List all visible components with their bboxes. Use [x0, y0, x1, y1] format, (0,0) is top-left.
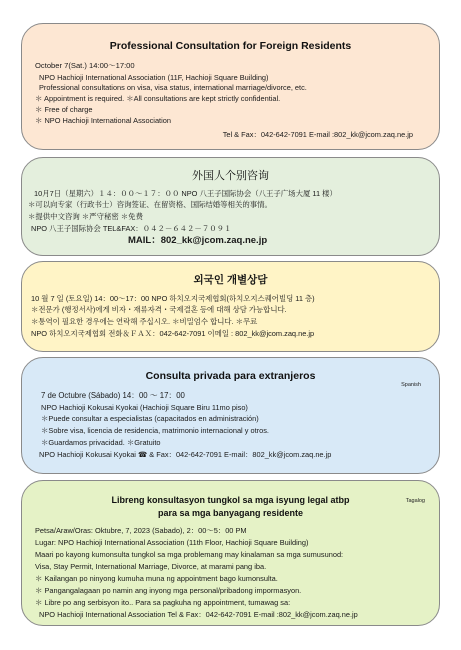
spanish-topics-line: ＊Sobre visa, licencia de residencia, matrimonio internacional y otros.	[41, 426, 269, 435]
spanish-contact-line: NPO Hachioji Kokusai Kyokai ☎ & Fax：042-642-7091 E-mail：802_kk@jcom.zaq.ne.jp	[39, 450, 332, 459]
english-venue-line: NPO Hachioji International Association (11F, Hachioji Square Building)	[39, 73, 269, 82]
chinese-mail-line: MAIL：802_kk@jcom.zaq.ne.jp	[128, 235, 268, 246]
spanish-title: Consulta privada para extranjeros	[145, 370, 316, 382]
english-free-line: ＊ Free of charge	[35, 105, 93, 114]
chinese-topics-line: ＊可以向专家（行政书士）咨询签证、在留资格、国际结婚等相关的事情。	[28, 200, 272, 209]
chinese-date-line: 10月7日（星期六）１４：００～１７：００ NPO 八王子国际协会（八王子广场大厦 11 楼）	[34, 189, 337, 198]
spanish-venue-line: NPO Hachioji Kokusai Kyokai (Hachioji Square Biru 11mo piso)	[41, 403, 248, 412]
korean-title: 외국인 개별상담	[193, 274, 268, 286]
korean-notice-card	[21, 261, 440, 352]
chinese-notes-line: ＊提供中文咨询 ＊严守秘密 ＊免费	[28, 212, 143, 221]
tagalog-contact-line: NPO Hachioji International Association Tel & Fax：042-642-7091 E-mail :802_kk@jcom.zaq.ne.jp	[39, 610, 358, 619]
korean-notes-line: ＊통역이 필요한 경우에는 연락해 주십시오. ＊비밀엄수 합니다. ＊무료	[31, 317, 258, 326]
spanish-specialists-line: ＊Puede consultar a especialistas (capacitados en administración)	[41, 414, 259, 423]
english-notice-card	[21, 23, 440, 150]
english-title: Professional Consultation for Foreign Residents	[109, 40, 352, 52]
spanish-language-tag: Spanish	[401, 382, 421, 388]
korean-date-line: 10 월 7 일 (토요일) 14：00～17：00 NPO 하치오지국제협회(하치오지스퀘어빌딩 11 층)	[31, 294, 315, 303]
spanish-date-line: 7 de Octubre (Sábado) 14：00 ～ 17：00	[41, 391, 185, 400]
korean-contact-line: NPO 하치오지국제협회 전화＆ＦＡＸ：042-642-7091 이메일 : 802_kk@jcom.zaq.ne.jp	[31, 329, 315, 338]
english-topics-line: Professional consultations on visa, visa status, international marriage/divorce, etc.	[39, 83, 307, 92]
korean-topics-line: ＊전문가 (행정서사)에게 비자・재류자격・국제결혼 등에 대해 상담 가능합니다.	[31, 305, 287, 314]
spanish-notice-card	[21, 357, 440, 474]
tagalog-intro-line: Maari po kayong kumonsulta tungkol sa mga problemang may kinalaman sa mga sumusunod:	[35, 550, 344, 559]
tagalog-notice-card	[21, 480, 440, 626]
english-contact-line: Tel & Fax：042-642-7091 E-mail :802_kk@jcom.zaq.ne.jp	[222, 130, 413, 139]
tagalog-venue-line: Lugar: NPO Hachioji International Association (11th Floor, Hachioji Square Building)	[35, 538, 309, 547]
tagalog-privacy-line: ＊ Pangangalagaan po namin ang inyong mga personal/pribadong impormasyon.	[35, 586, 302, 595]
tagalog-language-tag: Tagalog	[405, 498, 425, 504]
chinese-notice-card	[21, 157, 440, 256]
chinese-title: 外国人个别咨询	[192, 170, 269, 182]
spanish-privacy-line: ＊Guardamos privacidad. ＊Gratuito	[41, 438, 161, 447]
tagalog-topics-line: Visa, Stay Permit, International Marriage, Divorce, at marami pang iba.	[35, 562, 267, 571]
english-appointment-line: ＊ Appointment is required. ＊All consultations are kept strictly confidential.	[35, 94, 281, 103]
tagalog-title-line-1: Libreng konsultasyon tungkol sa mga isyung legal atbp	[111, 495, 350, 505]
tagalog-appointment-line: ＊ Kailangan po ninyong kumuha muna ng appointment bago kumonsulta.	[35, 574, 278, 583]
chinese-contact-line: NPO 八王子国际协会 TEL&FAX：０４２－６４２－７０９１	[31, 224, 232, 233]
tagalog-date-line: Petsa/Araw/Oras: Oktubre, 7, 2023 (Sabado), 2：00～5：00 PM	[35, 526, 247, 535]
tagalog-title-line-2: para sa mga banyagang residente	[157, 508, 304, 518]
english-org-line: ＊ NPO Hachioji International Association	[35, 116, 171, 125]
tagalog-free-line: ＊ Libre po ang serbisyon ito.. Para sa pagkuha ng appointment, tumawag sa:	[35, 598, 291, 607]
english-date-line: October 7(Sat.) 14:00～17:00	[35, 61, 135, 70]
